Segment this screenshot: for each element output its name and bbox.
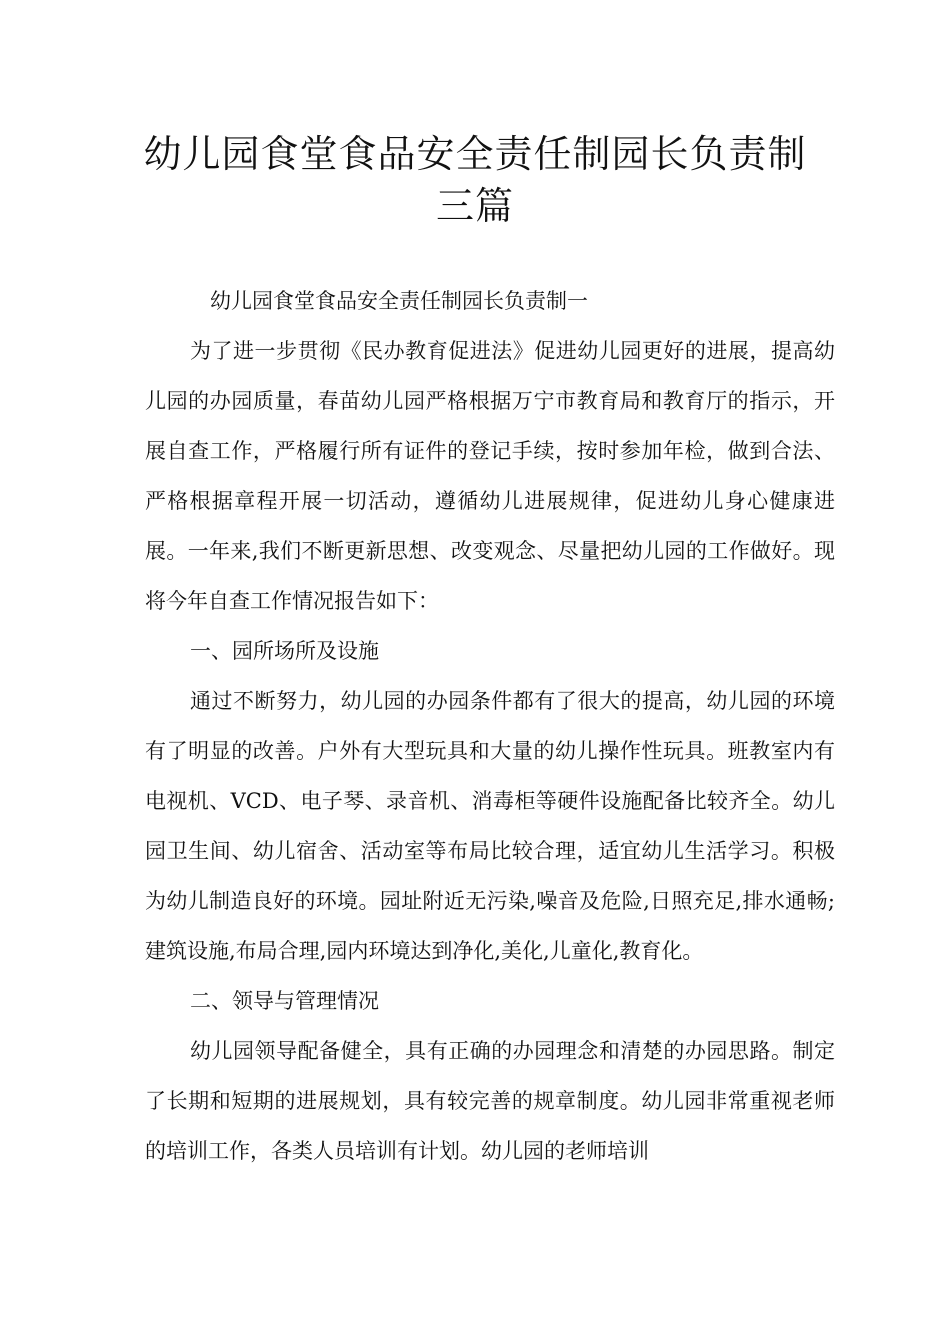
heading-facilities: 一、园所场所及设施: [190, 639, 379, 663]
paragraph-facilities: 通过不断努力，幼儿园的办园条件都有了很大的提高，幼儿园的环境有了明显的改善。户外有大型玩具和大量的幼儿操作性玩具。班教室内有电视机、VCD、电子琴、录音机、消毒柜等硬件设施配备比较齐全。幼儿园卫生间、幼儿宿舍、活动室等布局比较合理，适宜幼儿生活学习。积极为幼儿制造良好的环境。园址附近无污染,噪音及危险,日照充足,排水通畅;建筑设施,布局合理,园内环境达到净化,美化,儿童化,教育化。: [145, 689, 835, 963]
heading-management: 二、领导与管理情况: [190, 989, 379, 1013]
paragraph-intro: 为了进一步贯彻《民办教育促进法》促进幼儿园更好的进展，提高幼儿园的办园质量，春苗幼儿园严格根据万宁市教育局和教育厅的指示，开展自查工作，严格履行所有证件的登记手续，按时参加年检，做到合法、严格根据章程开展一切活动，遵循幼儿进展规律，促进幼儿身心健康进展。一年来,我们不断更新思想、改变观念、尽量把幼儿园的工作做好。现将今年自查工作情况报告如下：: [145, 339, 835, 613]
paragraph-management: 幼儿园领导配备健全，具有正确的办园理念和清楚的办园思路。制定了长期和短期的进展规划，具有较完善的规章制度。幼儿园非常重视老师的培训工作，各类人员培训有计划。幼儿园的老师培训: [145, 1039, 835, 1163]
section-subtitle: 幼儿园食堂食品安全责任制园长负责制一: [210, 289, 588, 313]
document-title: [100, 128, 850, 232]
document-body: [145, 276, 835, 1176]
title-line-2: 三篇: [435, 184, 514, 228]
title-line-1: 幼儿园食堂食品安全责任制园长负责制: [143, 132, 807, 176]
